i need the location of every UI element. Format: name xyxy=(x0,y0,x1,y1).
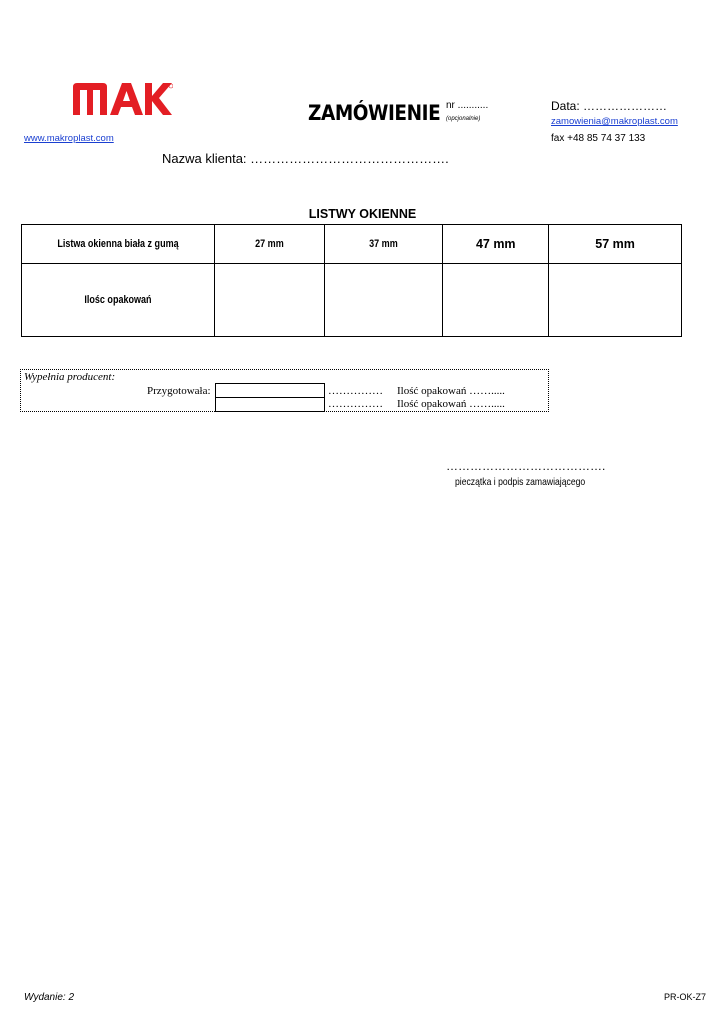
document-title: ZAMÓWIENIE xyxy=(308,101,441,125)
prepared-by-label: Przygotowała: xyxy=(147,385,211,397)
table-header-row xyxy=(22,225,682,264)
package-count-label: Ilośc opakowań xyxy=(22,264,215,337)
order-number-note: (opcjonalnie) xyxy=(446,116,481,122)
date-field: Data: ………………… xyxy=(551,99,668,113)
producer-label: Wypełnia producent: xyxy=(24,371,116,383)
fax-number: fax +48 85 74 37 133 xyxy=(551,133,646,144)
document-code: PR-OK-Z7 xyxy=(663,992,706,1002)
size-27-header: 27 mm xyxy=(214,225,324,264)
size-37-header: 37 mm xyxy=(324,225,443,264)
client-name-field: Nazwa klienta: ………………………………………. xyxy=(162,151,449,166)
product-name-header: Listwa okienna biała z gumą xyxy=(22,225,215,264)
table-row xyxy=(22,264,682,337)
quantity-cell-27[interactable] xyxy=(214,264,324,337)
quantity-cell-47[interactable] xyxy=(443,264,549,337)
prepared-by-box-2[interactable] xyxy=(215,398,325,412)
signature-line: …………………………………. xyxy=(446,459,606,473)
section-title: LISTWY OKIENNE xyxy=(308,207,417,221)
producer-section xyxy=(20,369,549,412)
mak-logo xyxy=(73,83,173,115)
prepared-dots-1: …………… xyxy=(328,385,383,397)
edition-label: Wydanie: 2 xyxy=(24,992,75,1003)
prepared-dots-2: …………… xyxy=(328,398,383,410)
size-47-header: 47 mm xyxy=(443,225,549,264)
order-table xyxy=(21,224,682,337)
website-link[interactable]: www.makroplast.com xyxy=(24,133,114,144)
quantity-cell-57[interactable] xyxy=(549,264,682,337)
order-number-field: nr ........... xyxy=(446,100,489,111)
prepared-by-box-1[interactable] xyxy=(215,383,325,398)
quantity-cell-37[interactable] xyxy=(324,264,443,337)
package-count-2: Ilość opakowań ……..... xyxy=(397,398,505,410)
package-count-1: Ilość opakowań ……..... xyxy=(397,385,505,397)
size-57-header: 57 mm xyxy=(549,225,682,264)
signature-label: pieczątka i podpis zamawiającego xyxy=(455,476,586,488)
email-link[interactable]: zamowienia@makroplast.com xyxy=(551,116,678,127)
